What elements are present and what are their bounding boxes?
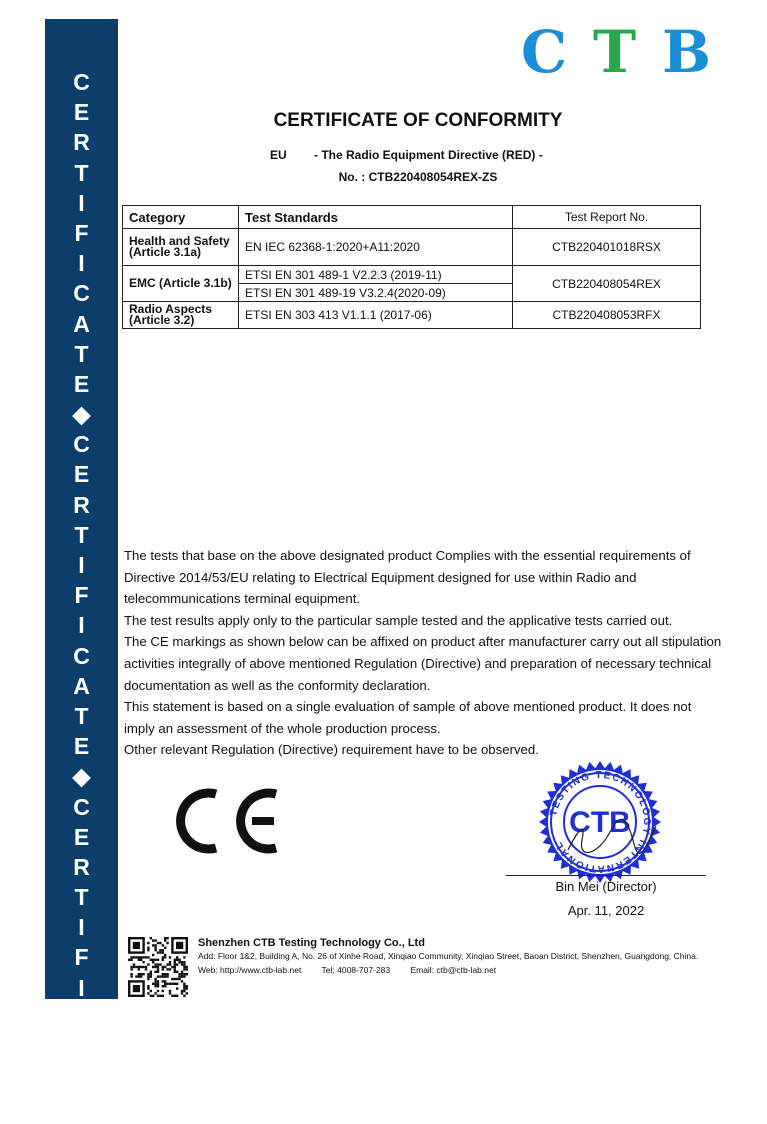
cell-standard: EN IEC 62368-1:2020+A11:2020 xyxy=(239,229,513,266)
page-title: CERTIFICATE OF CONFORMITY xyxy=(273,110,563,131)
company-seal-icon xyxy=(538,760,662,884)
sidebar-char: I xyxy=(78,612,85,639)
company-name: Shenzhen CTB Testing Technology Co., Ltd xyxy=(198,937,425,949)
table-row xyxy=(123,229,701,266)
statement-paragraph: Other relevant Regulation (Directive) requirement have to be observed. xyxy=(124,742,539,758)
company-web: Web: http://www.ctb-lab.net xyxy=(198,964,302,975)
sidebar-char: C xyxy=(73,431,90,458)
sidebar-char: R xyxy=(73,129,90,156)
sidebar-char: I xyxy=(78,552,85,578)
company-footer xyxy=(198,936,728,977)
standards-table xyxy=(122,205,701,329)
sidebar-vertical-text xyxy=(45,19,118,1122)
sidebar-char: A xyxy=(73,310,90,337)
conformity-statement xyxy=(124,545,724,761)
sidebar-char: R xyxy=(73,853,90,880)
cell-category: Health and Safety (Article 3.1a) xyxy=(123,229,239,266)
sidebar-char: E xyxy=(73,733,90,760)
sidebar-char: E xyxy=(73,1095,90,1122)
statement-paragraph: The CE markings as shown below can be affixed on product after manufacturer carry out all stipulation activities integrally of above mentioned Regulation (Directive) and preparation of necessary technical documentation as well as the conformity declaration. xyxy=(124,634,722,693)
sidebar-char: A xyxy=(73,672,90,699)
company-address: Add: Floor 1&2, Building A, No. 26 of Xinhe Road, Xinqiao Community, Xinqiao Street, Baoan District, Shenzhen, Guangdong, China. xyxy=(198,951,699,961)
sidebar-char: T xyxy=(74,1065,89,1092)
seal-ring-text: TESTING TECHNOLOGY INTERNATIONAL xyxy=(548,769,653,875)
sidebar-char: R xyxy=(73,491,90,518)
header-report: Test Report No. xyxy=(513,206,701,229)
sidebar-char: E xyxy=(73,823,90,850)
sidebar-char: T xyxy=(74,884,89,911)
sidebar-char: C xyxy=(73,69,90,95)
header-standards: Test Standards xyxy=(239,206,513,229)
signature-line xyxy=(506,875,706,876)
logo-letter: B xyxy=(661,18,711,86)
certificate-number: No. : CTB220408054REX-ZS xyxy=(338,170,498,184)
company-contact xyxy=(198,964,728,978)
ce-mark-icon xyxy=(176,786,286,856)
logo-letter: T xyxy=(592,18,637,86)
cell-report: CTB220408053RFX xyxy=(513,302,701,329)
cell-category: EMC (Article 3.1b) xyxy=(123,266,239,302)
sidebar-char: I xyxy=(78,974,85,1001)
sidebar-char: ◆ xyxy=(72,401,91,428)
sidebar-char: T xyxy=(74,340,89,367)
sidebar-char: F xyxy=(74,219,89,246)
ctb-logo xyxy=(521,18,711,86)
sidebar-char: I xyxy=(78,189,85,216)
sidebar-char: C xyxy=(73,280,90,307)
table-row xyxy=(123,302,701,329)
sidebar-char: I xyxy=(78,250,85,277)
directive-name: - The Radio Equipment Directive (RED) - xyxy=(314,148,543,162)
qr-code-icon xyxy=(128,937,188,997)
statement-paragraph: The test results apply only to the particular sample tested and the applicative tests carried out. xyxy=(124,612,673,628)
sidebar-char: I xyxy=(78,914,85,941)
statement-paragraph: This statement is based on a single evaluation of sample of above mentioned product. It does not imply an assessment of the whole production process. xyxy=(124,699,692,736)
directive-line xyxy=(270,148,543,162)
sidebar-char: T xyxy=(74,159,89,186)
statement-paragraph: The tests that base on the above designated product Complies with the essential requirements of Directive 2014/53/EU relating to Electrical Equipment designed for use within Radio and telecommunications terminal equipment. xyxy=(124,548,691,607)
sidebar-char: F xyxy=(74,944,89,971)
table-row xyxy=(123,266,701,284)
region-label: EU xyxy=(270,148,287,162)
sidebar-char: T xyxy=(74,521,89,548)
cell-report: CTB220408054REX xyxy=(513,266,701,302)
cell-standard: ETSI EN 301 489-1 V2.2.3 (2019-11) xyxy=(239,266,513,284)
company-email: Email: ctb@ctb-lab.net xyxy=(410,964,497,975)
sidebar-char: T xyxy=(74,702,89,729)
sidebar-char: A xyxy=(73,1035,90,1061)
sidebar-char: E xyxy=(73,461,90,488)
cell-standard: ETSI EN 301 489-19 V3.2.4(2020-09) xyxy=(239,284,513,302)
signature-date: Apr. 11, 2022 xyxy=(567,903,645,918)
logo-letter: C xyxy=(521,18,568,86)
cell-standard: ETSI EN 303 413 V1.1.1 (2017-06) xyxy=(239,302,513,329)
cell-report: CTB220401018RSX xyxy=(513,229,701,266)
header-category: Category xyxy=(123,206,239,229)
sidebar-char: C xyxy=(73,793,90,820)
sidebar-char: F xyxy=(74,582,89,609)
sidebar-char: C xyxy=(73,1004,90,1031)
company-tel: Tel: 4008-707-283 xyxy=(321,964,391,975)
table-header-row xyxy=(123,206,701,229)
sidebar-char: E xyxy=(73,370,90,397)
sidebar-char: ◆ xyxy=(72,763,91,790)
sidebar-char: C xyxy=(73,642,90,669)
signer-name: Bin Mei (Director) xyxy=(555,879,657,894)
certificate-sidebar xyxy=(45,19,118,1122)
seal-center-text: CTB xyxy=(569,806,631,839)
cell-category: Radio Aspects (Article 3.2) xyxy=(123,302,239,329)
sidebar-char: E xyxy=(73,99,90,126)
